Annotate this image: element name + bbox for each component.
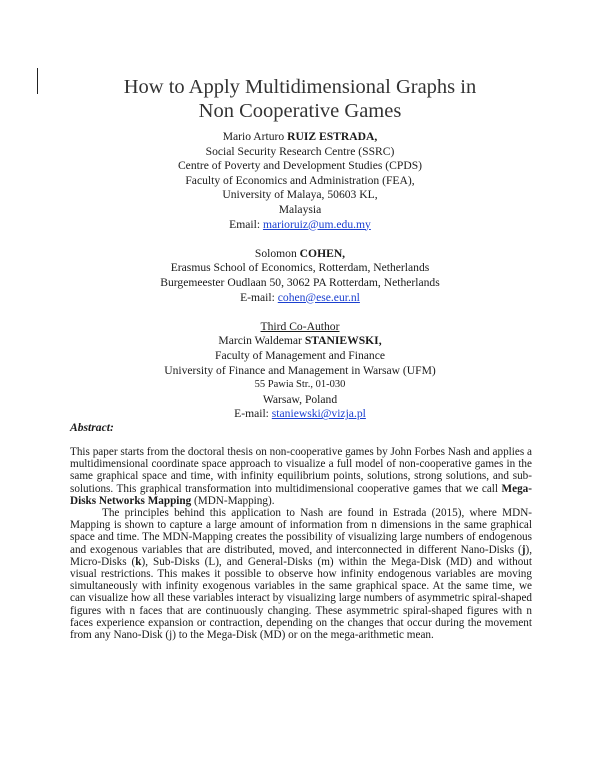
author3-affiliation: Faculty of Management and Finance bbox=[215, 348, 385, 362]
author2-name: Solomon COHEN, bbox=[254, 246, 346, 260]
abstract-paragraph-2: The principles behind this application to Nash are found in Estrada (2015), where MDN-Mapping is shown to capture a large amount of information from n dimensions in the same graphical space and time. The MDN-Mapping creates the possibility of visualizing large numbers of endogenous and exogenous variables that are distributed, moved, and interconnected in different Nano-Disks (j), Micro-Disks (k), Sub-Disks (L), and General-Disks (m) within the Mega-Disk (MD) and without visual restrictions. This makes it possible to observe how infinity endogenous variables are moving simultaneously with infinity exogenous variables in the same graphical space. At the same time, we can visualize how all these variables interact by visualizing large numbers of asymmetric spiral-shaped figures with n faces that are continuously changing. These asymmetric spiral-shaped figures with n faces experience expansion or contraction, depending on the changes that occur during the movement from any Nano-Disk (j) to the Mega-Disk (MD) or on the mega-arithmetic mean. bbox=[70, 507, 533, 642]
author2-email-link[interactable]: cohen@ese.eur.nl bbox=[277, 290, 360, 304]
author1-country: Malaysia bbox=[278, 202, 322, 216]
author3-city: Warsaw, Poland bbox=[262, 392, 338, 406]
author1-name: Mario Arturo RUIZ ESTRADA, bbox=[222, 130, 378, 143]
title-line-1: How to Apply Multidimensional Graphs in bbox=[123, 76, 477, 98]
author1-affiliation: Faculty of Economics and Administration (FEA), bbox=[185, 173, 415, 187]
abstract-body bbox=[70, 446, 532, 641]
author3-heading: Third Co-Author bbox=[260, 319, 340, 333]
author3-street: 55 Pawia Str., 01-030 bbox=[254, 379, 346, 391]
author3-email-line: E-mail: staniewski@vizja.pl bbox=[234, 407, 366, 421]
author3-email-link[interactable]: staniewski@vizja.pl bbox=[271, 407, 366, 421]
author1-affiliation: Centre of Poverty and Development Studies (CPDS) bbox=[177, 159, 423, 173]
author2-address: Burgemeester Oudlaan 50, 3062 PA Rotterdam, Netherlands bbox=[160, 275, 440, 289]
title-line-2: Non Cooperative Games bbox=[198, 100, 402, 122]
text-cursor bbox=[37, 68, 38, 94]
abstract-heading: Abstract: bbox=[70, 421, 114, 434]
author2-email-line: E-mail: cohen@ese.eur.nl bbox=[240, 290, 360, 304]
author1-affiliation: Social Security Research Centre (SSRC) bbox=[205, 144, 395, 158]
author1-email-link[interactable]: marioruiz@um.edu.my bbox=[262, 217, 371, 231]
author1-affiliation: University of Malaya, 50603 KL, bbox=[222, 188, 378, 202]
paper-title bbox=[60, 75, 540, 123]
author2-affiliation: Erasmus School of Economics, Rotterdam, Netherlands bbox=[170, 261, 430, 275]
author1-email-line: Email: marioruiz@um.edu.my bbox=[229, 217, 371, 231]
abstract-paragraph-1: This paper starts from the doctoral thesis on non-cooperative games by John Forbes Nash and applies a multidimensional coordinate space approach to visualize a full model of non-cooperative games in the same graphical space and time, with infinity equilibrium points, solutions, strong solutions, and sub-solutions. This graphical transformation into multidimensional cooperative games that we call Mega-Disks Networks Mapping (MDN-Mapping). bbox=[70, 446, 532, 507]
author3-name: Marcin Waldemar STANIEWSKI, bbox=[218, 334, 382, 348]
author3-affiliation: University of Finance and Management in Warsaw (UFM) bbox=[164, 363, 436, 377]
author-block bbox=[40, 130, 560, 422]
